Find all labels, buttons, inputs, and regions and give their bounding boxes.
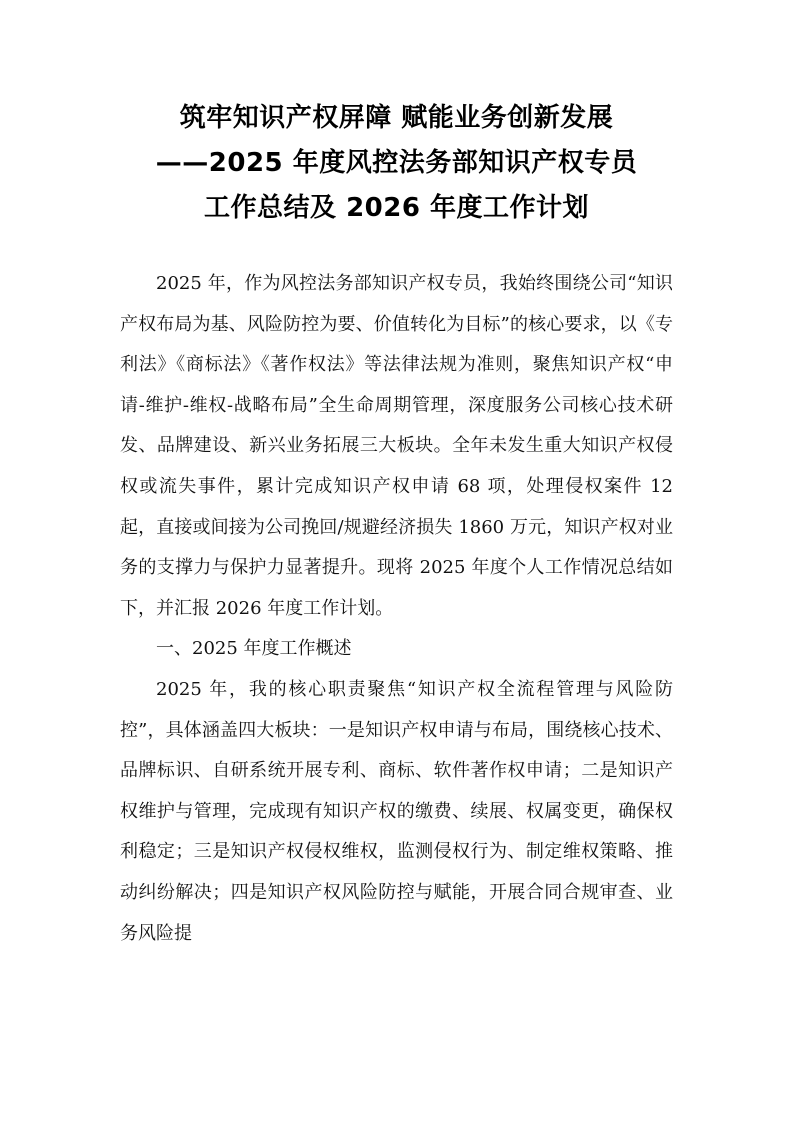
intro-paragraph: 2025 年，作为风控法务部知识产权专员，我始终围绕公司“知识产权布局为基、风险防控为要、价值转化为目标”的核心要求，以《专利法》《商标法》《著作权法》等法律法规为准则，聚焦知识产权“申请-维护-维权-战略布局”全生命周期管理，深度服务公司核心技术研发、品牌建设、新兴业务拓展三大板块。全年未发生重大知识产权侵权或流失事件，累计完成知识产权申请 68 项，处理侵权案件 12 起，直接或间接为公司挽回/规避经济损失 1860 万元，知识产权对业务的支撑力与保护力显著提升。现将 2025 年度个人工作情况总结如下，并汇报 2026 年度工作计划。 (120, 273, 673, 619)
section-heading-1: 一、2025 年度工作概述 (156, 638, 352, 660)
section-1-paragraph: 2025 年，我的核心职责聚焦“知识产权全流程管理与风险防控”，具体涵盖四大板块：一是知识产权申请与布局，围绕核心技术、品牌标识、自研系统开展专利、商标、软件著作权申请；二是知识产权维护与管理，完成现有知识产权的缴费、续展、权属变更，确保权利稳定；三是知识产权侵权维权，监测侵权行为、制定维权策略、推动纠纷解决；四是知识产权风险防控与赋能，开展合同合规审查、业务风险提 (120, 678, 673, 944)
title-line-main: 筑牢知识产权屏障 赋能业务创新发展 (179, 103, 614, 133)
title-line-subtitle-cont: 工作总结及 2026 年度工作计划 (204, 193, 589, 223)
title-line-subtitle: ——2025 年度风控法务部知识产权专员 (155, 148, 638, 178)
document-body (120, 264, 673, 954)
document-title (80, 96, 713, 231)
